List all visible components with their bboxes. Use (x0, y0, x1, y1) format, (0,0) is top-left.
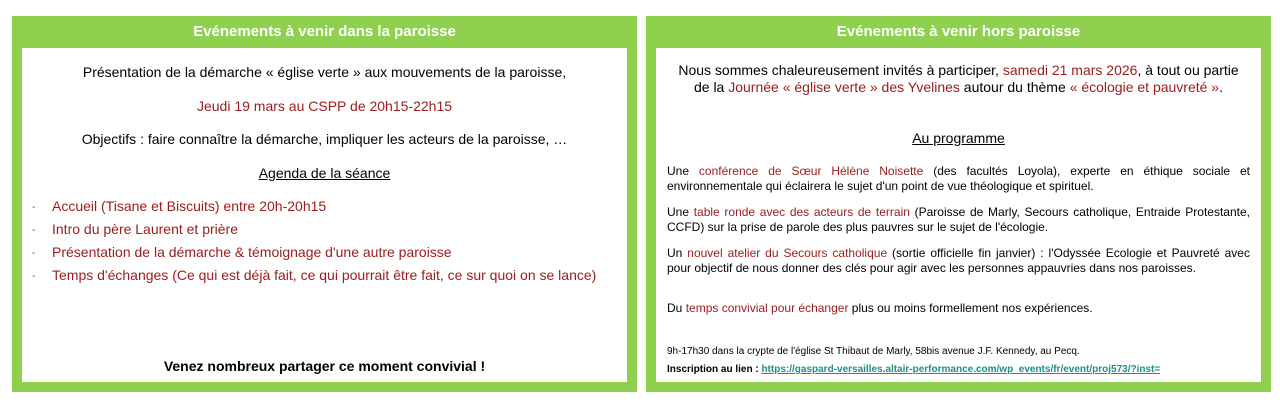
agenda-item: - Accueil (Tisane et Biscuits) entre 20h-20h15 (32, 198, 327, 214)
agenda-item: - Présentation de la démarche & témoignage d'une autre paroisse (32, 244, 452, 260)
external-events-title: Evénements à venir hors paroisse (836, 23, 1081, 40)
list-dash: - (32, 202, 36, 213)
agenda-heading: Agenda de la séance (258, 165, 391, 181)
event-theme: « écologie et pauvreté » (1069, 79, 1220, 95)
program-item: Une conférence de Sœur Hélène Noisette (des facultés Loyola), experte en éthique sociale et environnementale qui éclairera le sujet d'un point de vue théologique et spirituel. (667, 164, 1250, 193)
event-name: Journée « église verte » des Yvelines (728, 79, 960, 95)
event-intro: Présentation de la démarche « église verte » aux mouvements de la paroisse, (82, 64, 567, 80)
external-intro: Nous sommes chaleureusement invités à participer, samedi 21 mars 2026, à tout ou partie de la Journée « église verte » des Yvelines autour du thème « écologie et pauvreté ». (678, 62, 1239, 95)
registration-link[interactable]: https://gaspard-versailles.altair-performance.com/wp_events/fr/event/proj573/?inst= (761, 364, 1161, 375)
registration-line (667, 363, 1250, 376)
program-heading: Au programme (912, 130, 1005, 146)
agenda-item: - Intro du père Laurent et prière (32, 221, 239, 237)
parish-events-panel (12, 16, 637, 392)
event-location: 9h-17h30 dans la crypte de l'église St Thibaut de Marly, 58bis avenue J.F. Kennedy, au Pecq. (667, 346, 1080, 357)
program-item: Du temps convivial pour échanger plus ou moins formellement nos expériences. (667, 301, 1093, 315)
list-dash: - (32, 248, 36, 259)
parish-events-title: Evénements à venir dans la paroisse (193, 23, 456, 40)
program-item: Un nouvel atelier du Secours catholique (sortie officielle fin janvier) : l'Odyssée Ecologie et Pauvreté avec pour objectif de nous donner des clés pour agir avec les personnes appauvries dans nos paroisses. (667, 246, 1250, 275)
agenda-list (22, 198, 627, 290)
event-date: Jeudi 19 mars au CSPP de 20h15-22h15 (196, 98, 453, 114)
closing-message: Venez nombreux partager ce moment convivial ! (163, 358, 486, 374)
event-date: samedi 21 mars 2026 (1002, 62, 1138, 78)
agenda-item: - Temps d'échanges (Ce qui est déjà fait, ce qui pourrait être fait, ce sur quoi on se lance) (32, 267, 597, 283)
list-dash: - (32, 271, 36, 282)
registration-label: Inscription au lien : (667, 364, 762, 375)
program-item: Une table ronde avec des acteurs de terrain (Paroisse de Marly, Secours catholique, Entraide Protestante, CCFD) sur la prise de parole des plus pauvres sur le sujet de l'écologie. (667, 205, 1251, 234)
external-events-panel (646, 16, 1271, 392)
external-events-body (656, 48, 1261, 382)
parish-events-body (22, 48, 627, 382)
event-objectives: Objectifs : faire connaître la démarche, impliquer les acteurs de la paroisse, … (81, 131, 568, 147)
list-dash: - (32, 225, 36, 236)
